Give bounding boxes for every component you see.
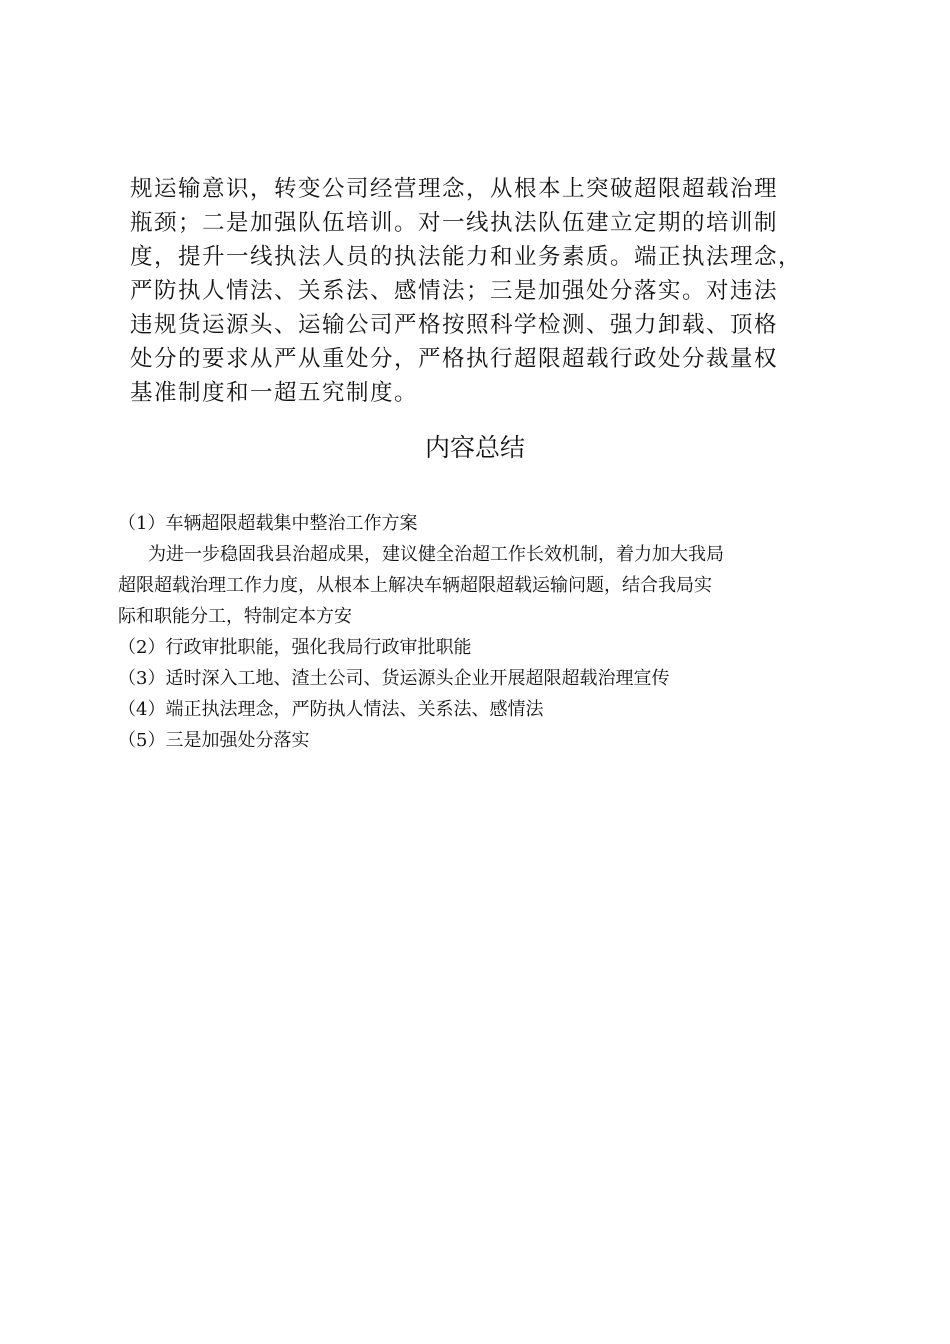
summary-item-1: （1）车辆超限超载集中整治工作方案 [118, 513, 418, 534]
summary-paragraph-line: 超限超载治理工作力度，从根本上解决车辆超限超载运输问题，结合我局实 [118, 575, 712, 596]
body-line: 度，提升一线执法人员的执法能力和业务素质。端正执法理念， [130, 244, 803, 270]
summary-item-4: （4）端正执法理念，严防执人情法、关系法、感情法 [118, 699, 544, 720]
summary-list [118, 508, 838, 756]
summary-item-5: （5）三是加强处分落实 [118, 730, 310, 751]
summary-item-2: （2）行政审批职能，强化我局行政审批职能 [118, 637, 472, 658]
body-line: 基准制度和一超五究制度。 [130, 380, 419, 406]
summary-heading: 内容总结 [424, 433, 525, 462]
summary-paragraph-line: 为进一步稳固我县治超成果，建议健全治超工作长效机制，着力加大我局 [148, 544, 724, 565]
body-paragraph [130, 172, 830, 410]
body-line: 违规货运源头、运输公司严格按照科学检测、强力卸载、顶格 [130, 312, 779, 338]
body-line: 规运输意识，转变公司经营理念，从根本上突破超限超载治理 [130, 176, 779, 202]
summary-item-3: （3）适时深入工地、渣土公司、货运源头企业开展超限超载治理宣传 [118, 668, 670, 689]
body-line: 处分的要求从严从重处分，严格执行超限超载行政处分裁量权 [130, 346, 779, 372]
body-line: 瓶颈；二是加强队伍培训。对一线执法队伍建立定期的培训制 [130, 210, 779, 236]
summary-paragraph-line: 际和职能分工，特制定本方安 [118, 606, 352, 627]
body-line: 严防执人情法、关系法、感情法；三是加强处分落实。对违法 [130, 278, 779, 304]
